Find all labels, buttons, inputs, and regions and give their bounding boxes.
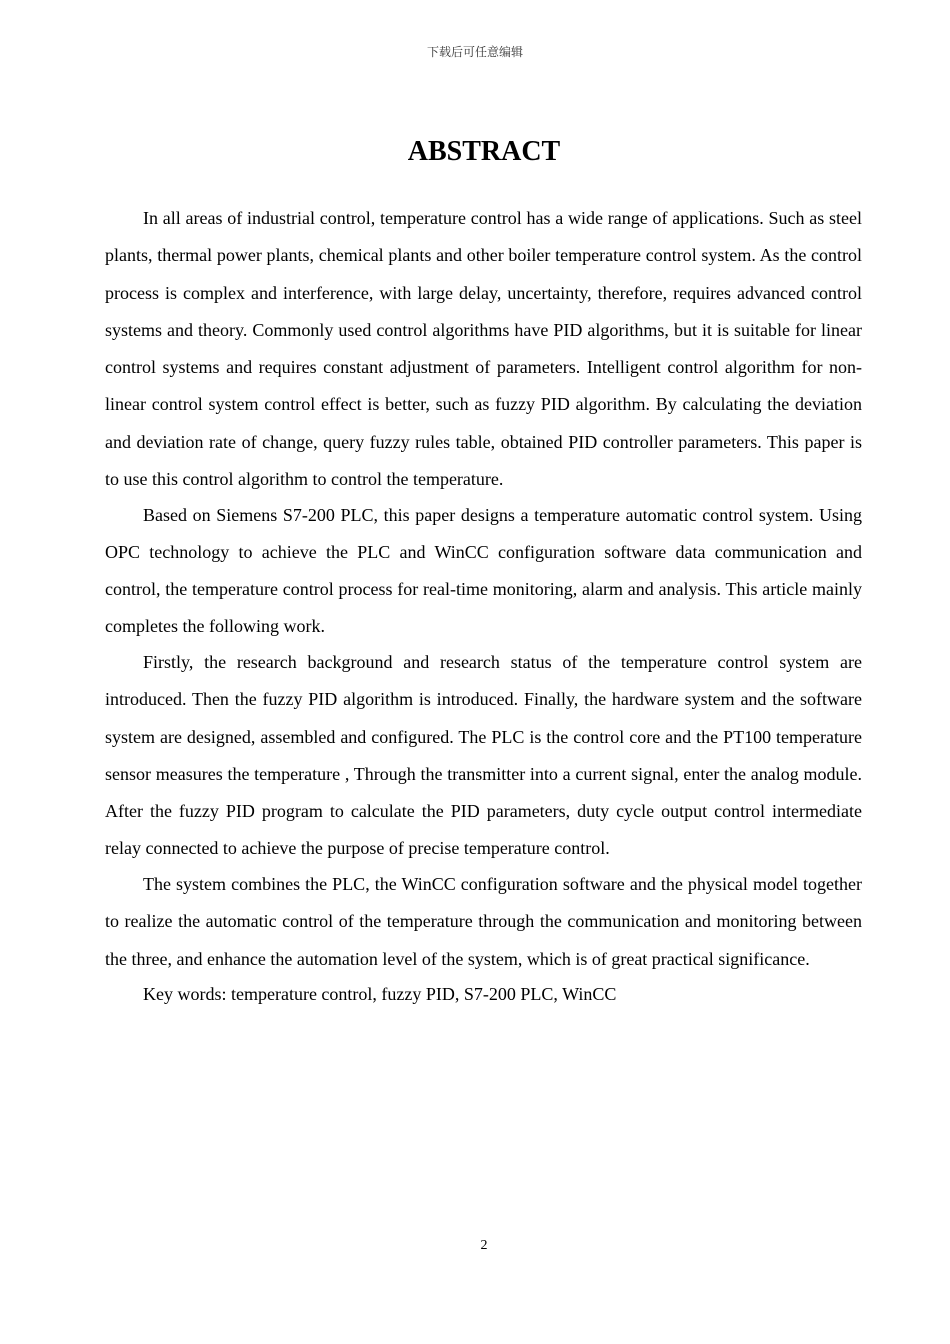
paragraph-intro: In all areas of industrial control, temperature control has a wide range of applications. Such as steel plants, thermal power plants, chemical plants and other boiler temperature control system. As the control process is complex and interference, with large delay, uncertainty, therefore, requires advanced control systems and theory. Commonly used control algorithms have PID algorithms, but it is suitable for linear control systems and requires constant adjustment of parameters. Intelligent control algorithm for non-linear control system control effect is better, such as fuzzy PID algorithm. By calculating the deviation and deviation rate of change, query fuzzy rules table, obtained PID controller parameters. This paper is to use this control algorithm to control the temperature. bbox=[105, 208, 862, 490]
paragraph-significance: The system combines the PLC, the WinCC configuration software and the physical model together to realize the automatic control of the temperature through the communication and monitoring between the three, and enhance the automation level of the system, which is of great practical significance. bbox=[105, 873, 862, 969]
abstract-body bbox=[105, 200, 862, 1012]
paragraph-work: Firstly, the research background and research status of the temperature control system are introduced. Then the fuzzy PID algorithm is introduced. Finally, the hardware system and the software system are designed, assembled and configured. The PLC is the control core and the PT100 temperature sensor measures the temperature , Through the transmitter into a current signal, enter the analog module. After the fuzzy PID program to calculate the PID parameters, duty cycle output control intermediate relay connected to achieve the purpose of precise temperature control. bbox=[105, 651, 862, 859]
page-header: 下载后可任意编辑 bbox=[426, 45, 523, 59]
page-number: 2 bbox=[480, 1238, 488, 1253]
keywords: Key words: temperature control, fuzzy PID, S7-200 PLC, WinCC bbox=[143, 984, 617, 1005]
abstract-title: ABSTRACT bbox=[407, 136, 561, 167]
paragraph-system: Based on Siemens S7-200 PLC, this paper designs a temperature automatic control system. Using OPC technology to achieve the PLC and WinCC configuration software data communication and control, the temperature control process for real-time monitoring, alarm and analysis. This article mainly completes the following work. bbox=[105, 504, 862, 637]
